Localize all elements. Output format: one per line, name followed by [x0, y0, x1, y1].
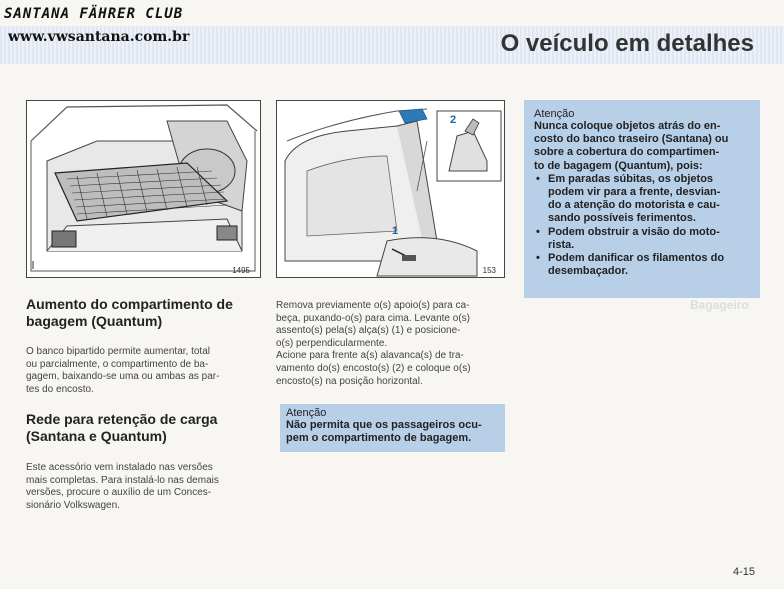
attention-title: Atenção [286, 407, 327, 419]
text-line: encosto(s) na posição horizontal. [276, 375, 423, 387]
cargo-net-illustration [27, 101, 260, 277]
attention-line: Não permita que os passageiros ocu- [286, 419, 482, 431]
figure-number: 1495 [232, 266, 250, 275]
text-line: gagem, baixando-se uma ou ambas as par- [26, 371, 220, 383]
bullet-item [534, 252, 750, 278]
figure-cargo-net [26, 100, 261, 278]
attention-line: sobre a cobertura do compartimen- [534, 146, 720, 159]
page-title: O veículo em detalhes [500, 30, 754, 57]
attention-bullets [534, 173, 750, 279]
attention-title: Atenção [534, 108, 575, 120]
figure-number: 153 [482, 266, 496, 275]
attention-box-passengers [280, 404, 505, 452]
bullet-line: do a atenção do motorista e cau- [548, 199, 720, 212]
attention-line: to de bagagem (Quantum), pois: [534, 159, 703, 172]
callout-2: 2 [450, 114, 457, 126]
text-line: assento(s) pela(s) alça(s) (1) e posicione- [276, 325, 461, 337]
text-line: Remova previamente o(s) apoio(s) para ca- [276, 300, 470, 311]
paragraph-remova [276, 300, 508, 388]
attention-line: pem o compartimento de bagagem. [286, 432, 472, 445]
text-line: ou parcialmente, o compartimento de ba- [26, 358, 209, 370]
attention-line: costo do banco traseiro (Santana) ou [534, 133, 729, 146]
bullet-line: sando possíveis ferimentos. [548, 212, 696, 225]
paragraph-rede [26, 462, 260, 512]
bullet-line: desembaçador. [548, 265, 629, 278]
text-line: O banco bipartido permite aumentar, total [26, 346, 210, 357]
bullet-line: podem vir para a frente, desvian- [548, 186, 721, 199]
page-number: 4-15 [732, 566, 755, 578]
attention-box-objects [524, 100, 760, 298]
text-line: o(s) perpendicularmente. [276, 337, 388, 349]
club-watermark-title: SANTANA FÄHRER CLUB [4, 6, 184, 22]
ghost-heading: Bagageiro [690, 298, 749, 312]
club-watermark-url: www.vwsantana.com.br [8, 29, 190, 45]
bullet-item [534, 226, 750, 252]
text-line: vamento do(s) encosto(s) (2) e coloque o(s) [276, 362, 471, 374]
text-line: Acione para frente a(s) alavanca(s) de tra- [276, 350, 464, 362]
bullet-item [534, 173, 750, 226]
text-line: Este acessório vem instalado nas versões [26, 462, 213, 473]
text-line: mais completas. Para instalá-lo nas demais [26, 474, 219, 486]
bullet-line: • Podem danificar os filamentos do [548, 252, 725, 265]
bullet-line: • Em paradas súbitas, os objetos [548, 172, 714, 185]
callout-1: 1 [392, 225, 399, 237]
heading-aumento: Aumento do compartimento de bagagem (Quantum) [26, 296, 233, 329]
bullet-line: rista. [548, 238, 575, 251]
text-line: sionário Volkswagen. [26, 499, 120, 511]
attention-line: Nunca coloque objetos atrás do en- [534, 120, 721, 132]
text-line: beça, puxando-o(s) para cima. Levante o(s) [276, 312, 470, 324]
paragraph-aumento [26, 346, 260, 396]
rear-seat-illustration [277, 101, 504, 277]
bullet-line: • Podem obstruir a visão do moto- [548, 225, 720, 238]
text-line: versões, procure o auxílio de um Conces- [26, 487, 212, 499]
heading-rede: Rede para retenção de carga (Santana e Quantum) [26, 411, 218, 444]
text-line: tes do encosto. [26, 383, 94, 395]
figure-rear-seat [276, 100, 505, 278]
